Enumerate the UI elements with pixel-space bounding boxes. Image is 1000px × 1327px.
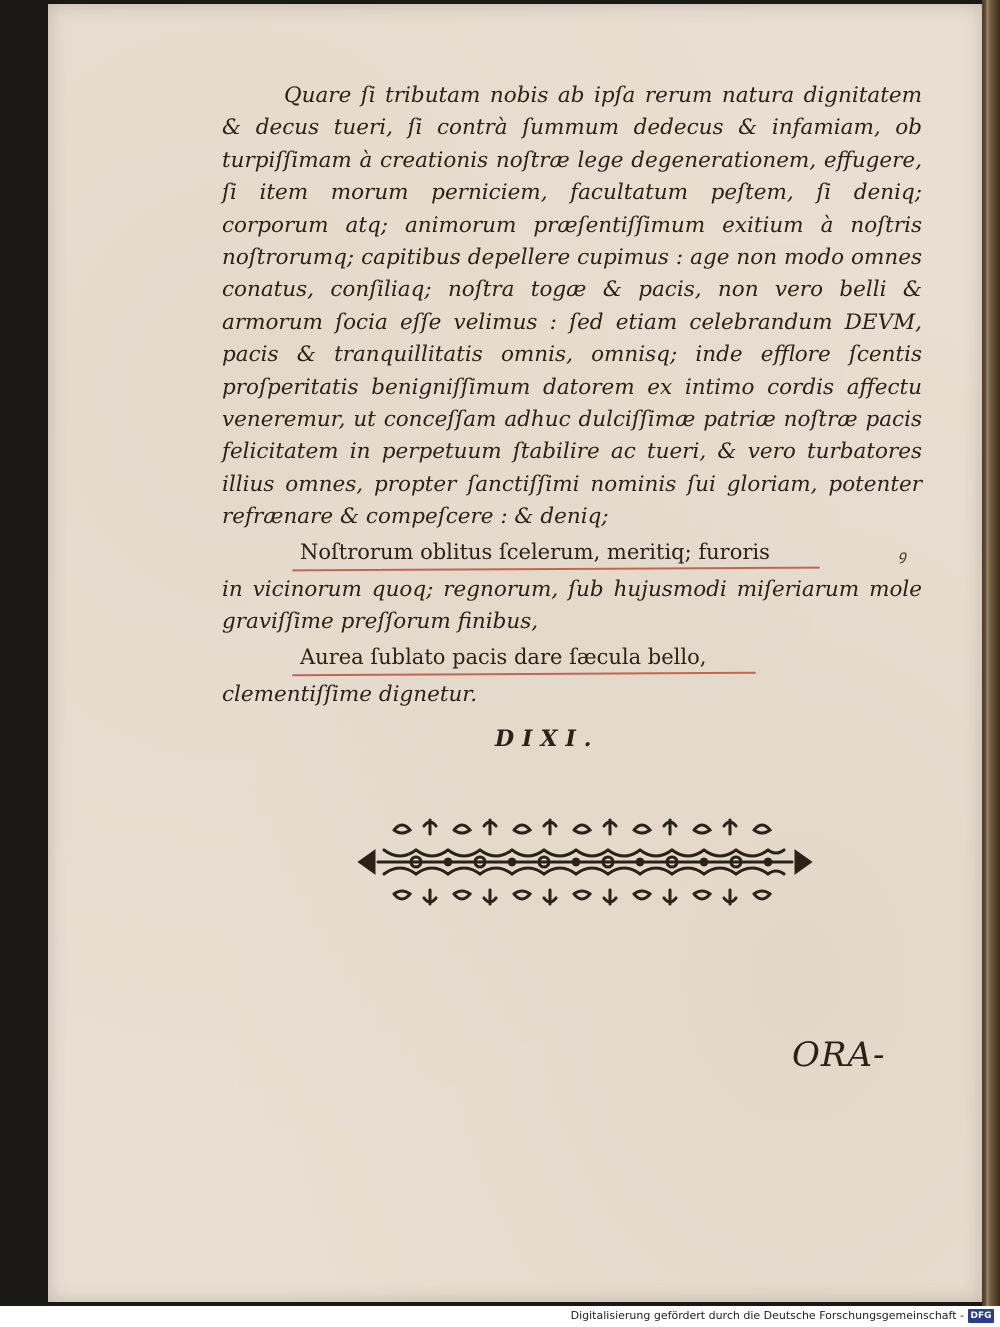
verse-text: Aurea ſublato pacis dare ſæcula bello, (300, 644, 707, 669)
red-underline (292, 566, 820, 571)
footer-bar (0, 1306, 1000, 1327)
dfg-logo: DFG (968, 1309, 994, 1323)
funding-credit: Digitalisierung gefördert durch die Deutsche Forschungsgemeinschaft - (570, 1309, 964, 1322)
marginal-mark: ꝯ (898, 547, 907, 564)
red-underline (292, 671, 756, 675)
book-binding-edge (982, 0, 1000, 1306)
ornament-top-row (394, 820, 770, 834)
printers-ornament (354, 812, 816, 912)
catchword: ORA- (792, 1035, 886, 1075)
verse-line-2 (222, 639, 922, 677)
continuation-text: in vicinorum quoq; regnorum, ſub hujusmodi miſeriarum mole graviſſime preſſorum finibus, (222, 576, 922, 635)
paragraph (222, 80, 922, 534)
ornament-band (360, 850, 810, 874)
closing-word: DIXI. (495, 726, 600, 752)
closing-clause: clementiſſime dignetur. (222, 681, 478, 707)
paragraph-text: Quare ſi tributam nobis ab ipſa rerum natura dignitatem & decus tueri, ſi contrà ſummum dedecus & infamiam, ob turpiſſimam à creationis noſtræ lege degenerationem, effugere, ſi item morum perniciem, facultatum peſtem, ſi deniq; corporum atq; animorum præſentiſſimum exitium à noſtris noſtrorumq; capitibus depellere cupimus : age non modo omnes conatus, conſiliaq; noſtra togæ & pacis, non vero belli & armorum ſocia eſſe velimus : ſed etiam celebrandum DEVM, pacis & tranquillitatis omnis, omnisq; inde efflore ſcentis proſperitatis benigniſſimum datorem ex intimo cordis affectu veneremur, ut conceſſam adhuc dulciſſimæ patriæ noſtræ pacis felicitatem in perpetuum ſtabilire ac tueri, & vero turbatores illius omnes, propter ſanctiſſimi nominis ſui gloriam, potenter refrænare & compeſcere : & deniq; (222, 83, 922, 530)
ornament-bottom-row (394, 890, 770, 904)
main-text (222, 80, 922, 711)
verse-quote (300, 536, 810, 568)
verse-line-1 (222, 534, 922, 572)
verse-text: Noſtrorum oblitus ſcelerum, meritiq; furoris (300, 539, 770, 564)
verse-quote (300, 641, 746, 673)
